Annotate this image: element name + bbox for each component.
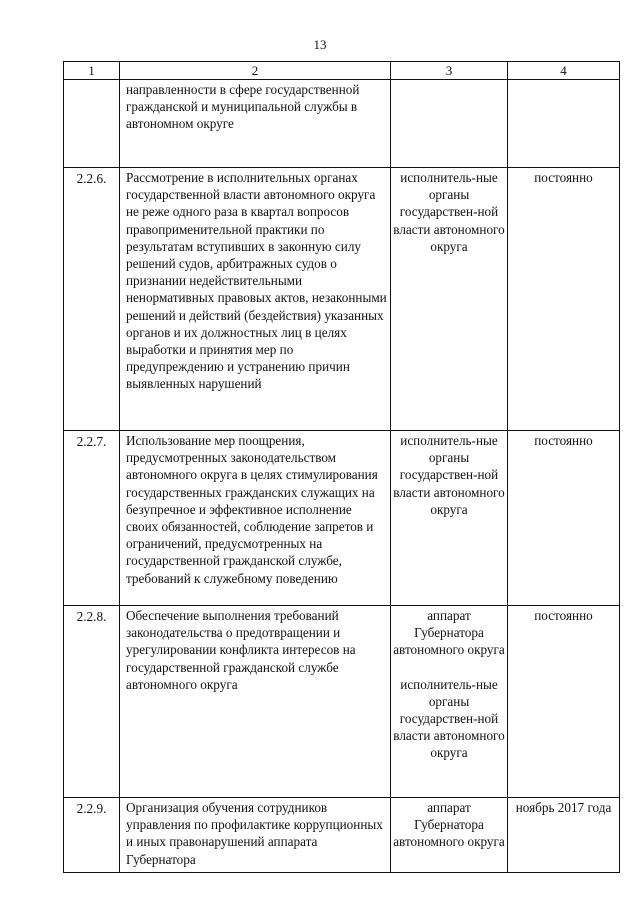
table-row bbox=[64, 606, 620, 798]
table-row bbox=[64, 80, 620, 168]
executor-text: аппарат Губернатора автономного округа bbox=[391, 798, 508, 873]
measure-text: направленности в сфере государственной гражданской и муниципальной службы в автономном округе bbox=[120, 80, 391, 168]
term-text: постоянно bbox=[508, 606, 620, 798]
measure-text: Организация обучения сотрудников управления по профилактике коррупционных и иных правонарушений аппарата Губернатора bbox=[120, 798, 391, 873]
measure-text: Рассмотрение в исполнительных органах государственной власти автономного округа не реже одного раза в квартал вопросов правоприменительной практики по результатам вступивших в законную силу решений судов, арбитражных судов о признании недействительными ненормативных правовых актов, незаконными решений и действий (бездействия) указанных органов и их должностных лиц в целях выработки и принятия мер по предупреждению и устранению причин выявленных нарушений bbox=[120, 168, 391, 431]
table-row bbox=[64, 168, 620, 431]
measure-text: Использование мер поощрения, предусмотренных законодательством автономного округа в целях стимулирования государственных гражданских служащих на безупречное и эффективное исполнение своих обязанностей, соблюдение запретов и ограничений, предусмотренных на государственной гражданской службе, требований к служебному поведению bbox=[120, 431, 391, 606]
column-header-number: 1 bbox=[64, 62, 120, 80]
term-text: ноябрь 2017 года bbox=[508, 798, 620, 873]
executor-text bbox=[391, 80, 508, 168]
column-header-measure: 2 bbox=[120, 62, 391, 80]
executor-text: исполнитель-ные органы государствен-ной власти автономного округа bbox=[391, 168, 508, 431]
measures-table bbox=[63, 61, 620, 873]
term-text: постоянно bbox=[508, 168, 620, 431]
term-text bbox=[508, 80, 620, 168]
row-number: 2.2.6. bbox=[64, 168, 120, 431]
executor-cell bbox=[391, 606, 508, 798]
table-header-row bbox=[64, 62, 620, 80]
table-row bbox=[64, 431, 620, 606]
page-number: 13 bbox=[313, 37, 327, 52]
row-number bbox=[64, 80, 120, 168]
table-row bbox=[64, 798, 620, 873]
column-header-term: 4 bbox=[508, 62, 620, 80]
executor-gap bbox=[393, 659, 505, 676]
executor-text: исполнитель-ные органы государствен-ной власти автономного округа bbox=[391, 431, 508, 606]
column-header-executor: 3 bbox=[391, 62, 508, 80]
measure-text: Обеспечение выполнения требований законодательства о предотвращении и урегулировании конфликта интересов на государственной гражданской службе автономного округа bbox=[120, 606, 391, 798]
executor-text: аппарат Губернатора автономного округа bbox=[393, 608, 505, 658]
term-text: постоянно bbox=[508, 431, 620, 606]
row-number: 2.2.9. bbox=[64, 798, 120, 873]
row-number: 2.2.7. bbox=[64, 431, 120, 606]
row-number: 2.2.8. bbox=[64, 606, 120, 798]
executor-text-secondary: исполнитель-ные органы государствен-ной власти автономного округа bbox=[393, 676, 505, 761]
